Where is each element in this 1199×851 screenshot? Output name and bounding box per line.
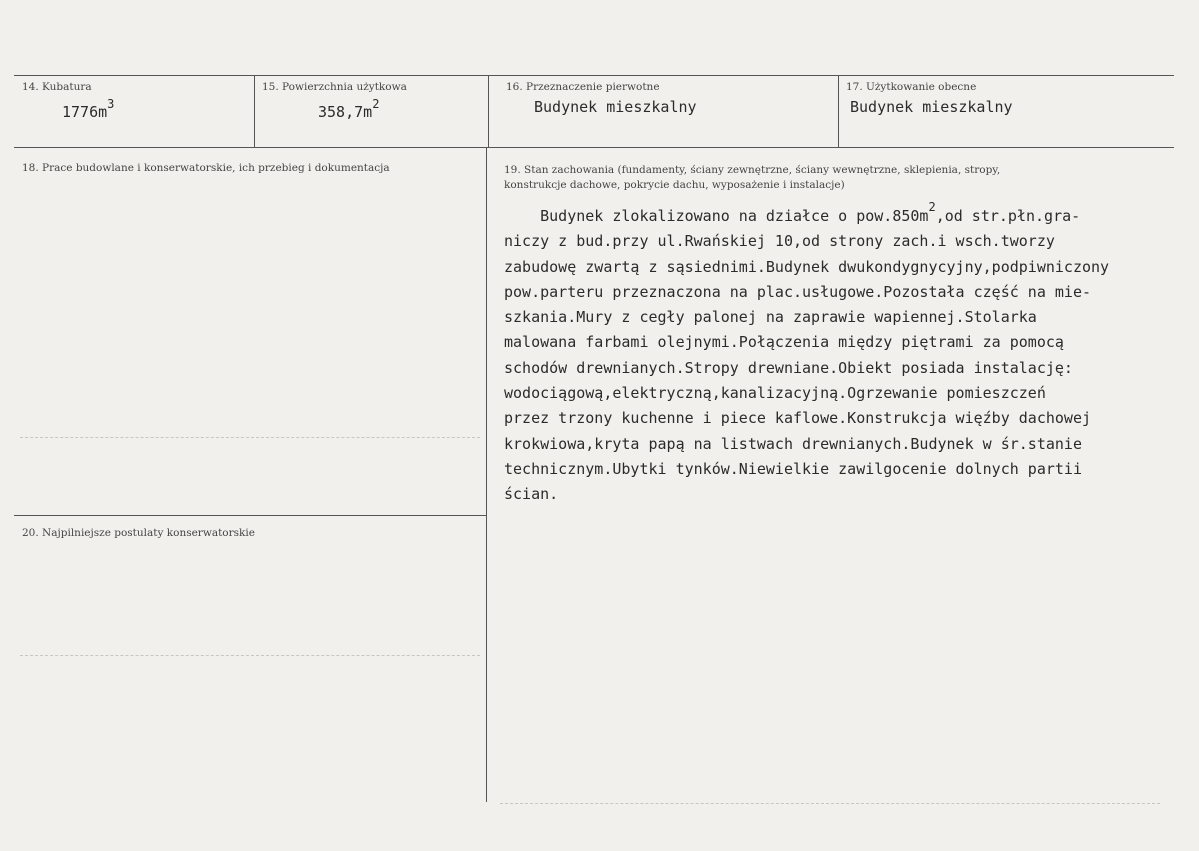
field-19-text — [504, 200, 1194, 508]
top-rule — [14, 75, 1174, 76]
divider-16-17 — [838, 75, 839, 147]
text-line: ścian. — [504, 485, 559, 504]
text-line-1-main: Budynek zlokalizowano na działce o pow.850m — [504, 207, 929, 225]
text-line-1 — [504, 200, 1194, 229]
row1-bottom-rule — [14, 147, 1174, 148]
field-16-label: 16. Przeznaczenie pierwotne — [506, 81, 660, 93]
text-line: krokwiowa,kryta papą na listwach drewnianych.Budynek w śr.stanie — [504, 434, 1082, 453]
field-16-value: Budynek mieszkalny — [534, 98, 697, 116]
text-line-1-sup: 2 — [928, 200, 936, 214]
text-line: przez trzony kuchenne i piece kaflowe.Konstrukcja więźby dachowej — [504, 409, 1091, 428]
field-17-value: Budynek mieszkalny — [850, 98, 1013, 116]
text-line: schodów drewnianych.Stropy drewniane.Obiekt posiada instalację: — [504, 358, 1073, 377]
field-14-label: 14. Kubatura — [22, 81, 92, 93]
faint-guide — [20, 655, 480, 656]
text-line: malowana farbami olejnymi.Połączenia między piętrami za pomocą — [504, 333, 1064, 352]
field-18-label: 18. Prace budowlane i konserwatorskie, ich przebieg i dokumentacja — [22, 162, 390, 174]
kubatura-unit-sup: 3 — [107, 97, 115, 111]
text-line: technicznym.Ubytki tynków.Niewielkie zawilgocenie dolnych partii — [504, 459, 1082, 478]
divider-15-16 — [488, 75, 489, 147]
rule-18-20 — [14, 515, 486, 516]
field-15-label: 15. Powierzchnia użytkowa — [262, 81, 407, 93]
divider-14-15 — [254, 75, 255, 147]
text-line: pow.parteru przeznaczona na plac.usługowe.Pozostała część na mie- — [504, 282, 1091, 301]
text-line-1-tail: ,od str.płn.gra- — [935, 207, 1081, 225]
text-line: szkania.Mury z cegły palonej na zaprawie wapiennej.Stolarka — [504, 308, 1037, 327]
divider-left-right — [486, 147, 487, 802]
text-line: wodociągową,elektryczną,kanalizacyjną.Ogrzewanie pomieszczeń — [504, 384, 1046, 403]
powierzchnia-unit-sup: 2 — [372, 97, 380, 111]
field-19-label-line2: konstrukcje dachowe, pokrycie dachu, wyposażenie i instalacje) — [504, 179, 845, 191]
field-19-label-line1: 19. Stan zachowania (fundamenty, ściany zewnętrzne, ściany wewnętrzne, sklepienia, stropy, — [504, 164, 1001, 176]
text-line: niczy z bud.przy ul.Rwańskiej 10,od strony zach.i wsch.tworzy — [504, 232, 1055, 251]
text-line: zabudowę zwartą z sąsiednimi.Budynek dwukondygnycyjny,podpiwniczony — [504, 257, 1110, 276]
field-17-label: 17. Użytkowanie obecne — [846, 81, 977, 93]
field-15-value — [318, 97, 380, 121]
field-14-value — [62, 97, 115, 121]
kubatura-value: 1776m — [62, 103, 108, 121]
faint-guide — [20, 437, 480, 438]
field-20-label: 20. Najpilniejsze postulaty konserwatorskie — [22, 527, 255, 539]
faint-guide — [500, 803, 1160, 804]
powierzchnia-value: 358,7m — [318, 103, 373, 121]
